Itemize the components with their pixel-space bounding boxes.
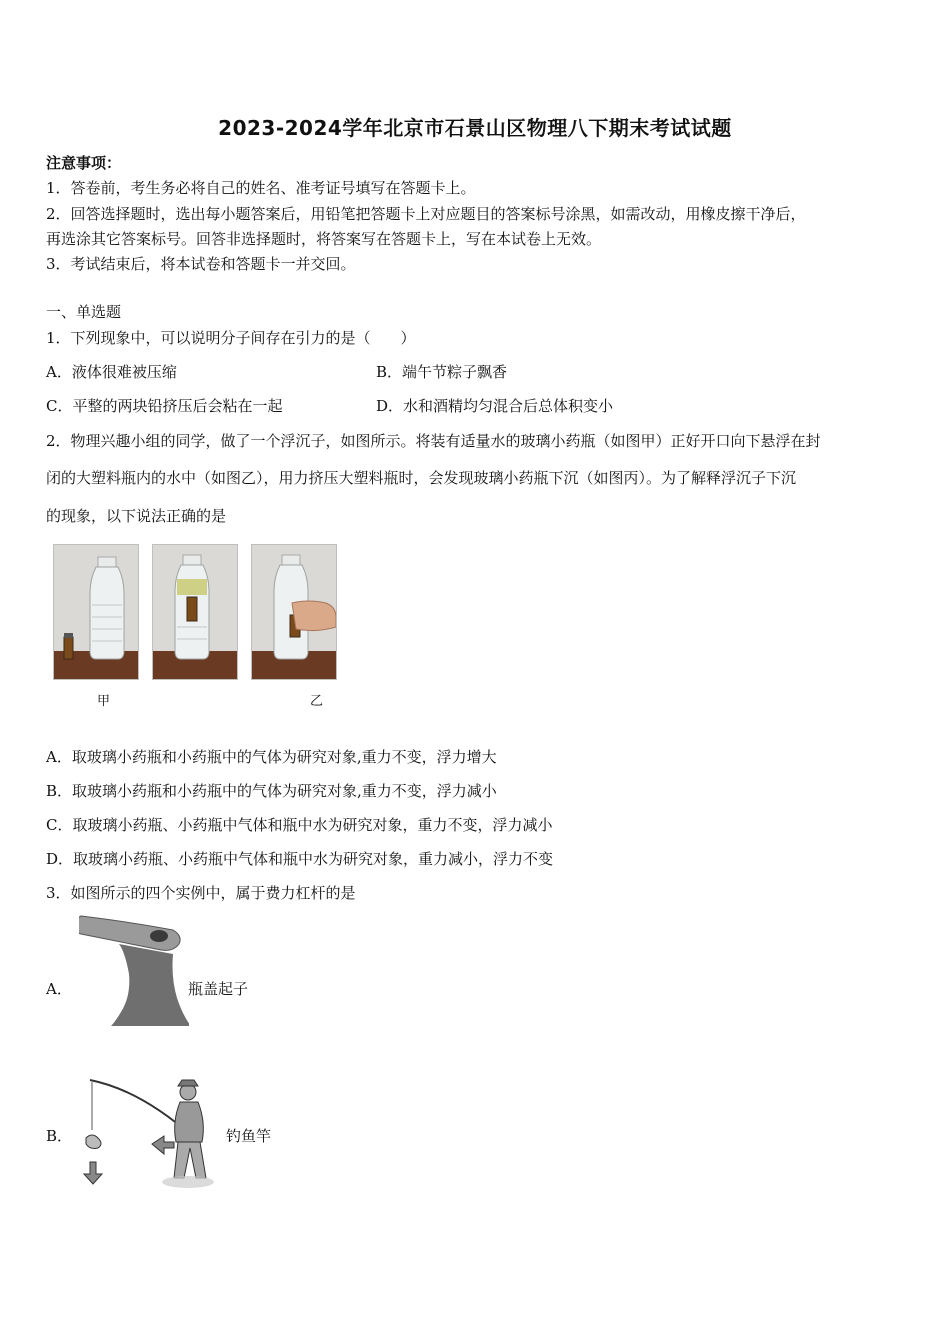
caption-yi: 乙: [310, 694, 324, 709]
q3-option-b-label: 钓鱼竿: [226, 1127, 272, 1145]
q3-option-b-letter: B．: [46, 1127, 73, 1145]
photo-yi: [152, 544, 238, 680]
q1-stem: 1．下列现象中，可以说明分子间存在引力的是（ ）: [46, 329, 416, 347]
photo-bing: [251, 544, 337, 680]
notice-item-2-cont: 再选涂其它答案标号。回答非选择题时，将答案写在答题卡上，写在本试卷上无效。: [46, 230, 602, 248]
photo-jia: [53, 544, 139, 680]
q3-stem: 3．如图所示的四个实例中，属于费力杠杆的是: [46, 884, 356, 902]
q2-stem-line-2: 闭的大塑料瓶内的水中（如图乙），用力挤压大塑料瓶时，会发现玻璃小药瓶下沉（如图丙）。为了解释浮沉子下沉: [46, 469, 797, 487]
section-heading: 一、单选题: [46, 303, 122, 321]
notice-item-3: 3．考试结束后，将本试卷和答题卡一并交回。: [46, 255, 356, 273]
notice-item-1: 1．答卷前，考生务必将自己的姓名、准考证号填写在答题卡上。: [46, 179, 476, 197]
q2-stem-line-3: 的现象，以下说法正确的是: [46, 507, 227, 525]
q2-option-b: B．取玻璃小药瓶和小药瓶中的气体为研究对象,重力不变，浮力减小: [46, 782, 497, 800]
notice-item-2: 2．回答选择题时，选出每小题答案后，用铅笔把答题卡上对应题目的答案标号涂黑，如需改动，用橡皮擦干净后，: [46, 205, 806, 223]
q1-option-d: D．水和酒精均匀混合后总体积变小: [376, 397, 614, 415]
page-title: 2023-2024学年北京市石景山区物理八下期末考试试题: [218, 116, 732, 140]
fishing-rod-image: [78, 1074, 223, 1198]
q2-option-a: A．取玻璃小药瓶和小药瓶中的气体为研究对象,重力不变，浮力增大: [46, 748, 497, 766]
q3-option-a-label: 瓶盖起子: [188, 980, 249, 998]
caption-jia: 甲: [97, 694, 111, 709]
q2-option-c: C．取玻璃小药瓶、小药瓶中气体和瓶中水为研究对象，重力不变，浮力减小: [46, 816, 553, 834]
q2-stem-line-1: 2．物理兴趣小组的同学，做了一个浮沉子，如图所示。将装有适量水的玻璃小药瓶（如图甲）正好开口向下悬浮在封: [46, 432, 821, 450]
q3-option-a-letter: A．: [46, 980, 72, 998]
q2-option-d: D．取玻璃小药瓶、小药瓶中气体和瓶中水为研究对象，重力减小，浮力不变: [46, 850, 554, 868]
bottle-opener-image: [79, 914, 189, 1030]
q1-option-b: B．端午节粽子飘香: [376, 363, 508, 381]
q1-option-c: C．平整的两块铅挤压后会粘在一起: [46, 397, 283, 415]
q1-option-a: A．液体很难被压缩: [46, 363, 177, 381]
notice-heading: 注意事项：: [46, 154, 122, 172]
